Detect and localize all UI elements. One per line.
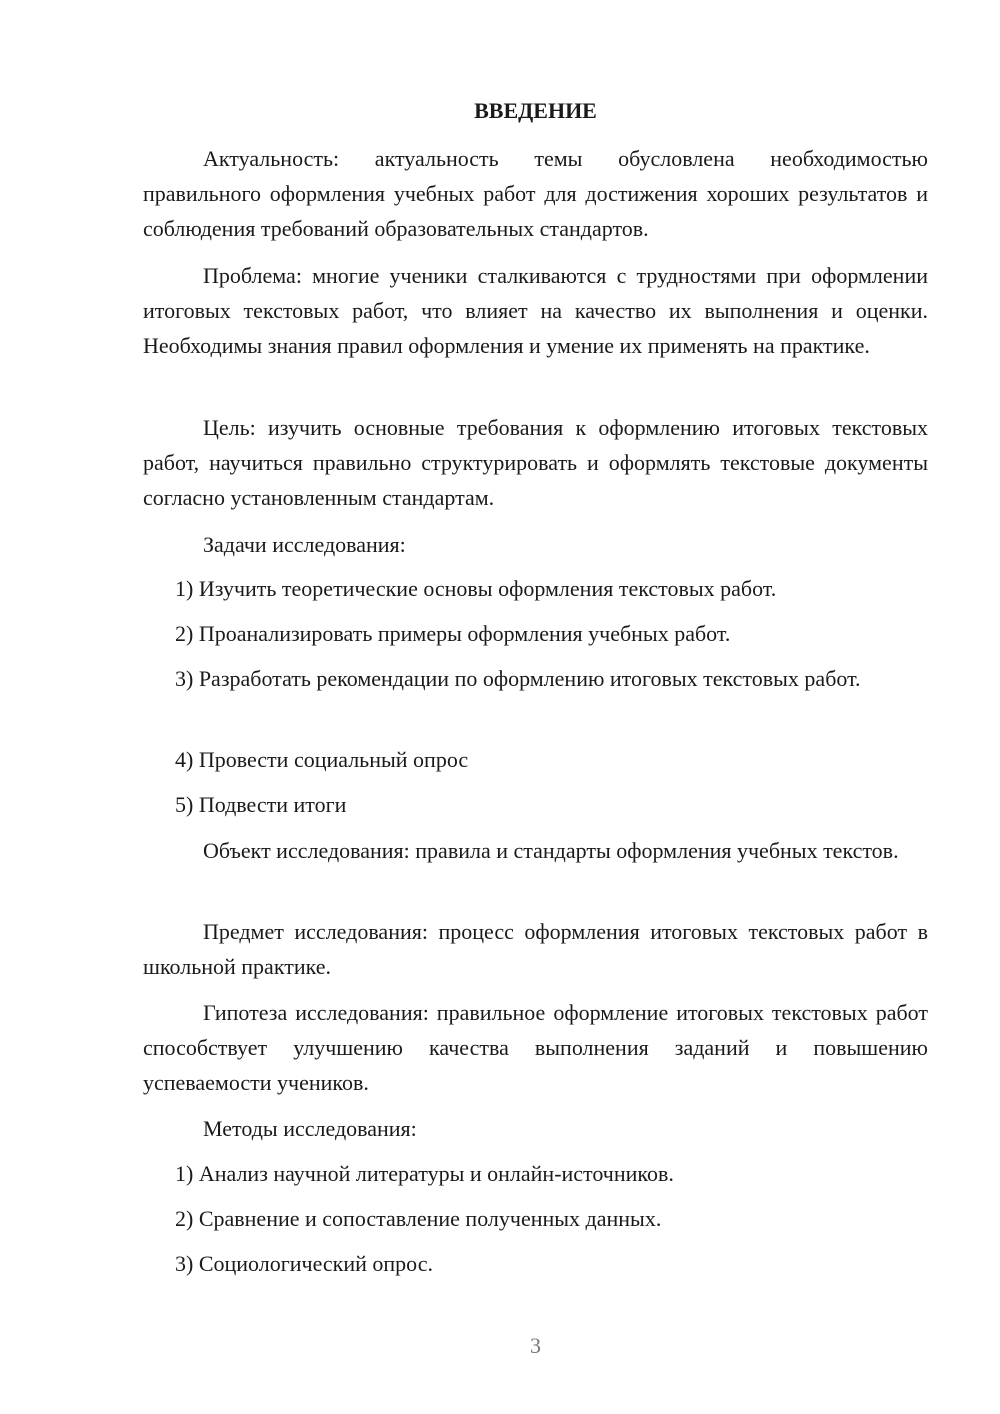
task-item: 2) Проанализировать примеры оформления учебных работ. xyxy=(175,621,731,646)
task-item: 1) Изучить теоретические основы оформления текстовых работ. xyxy=(175,576,777,601)
object-paragraph: Объект исследования: правила и стандарты оформления учебных текстов. xyxy=(203,838,899,863)
task-item: 3) Разработать рекомендации по оформлению итоговых текстовых работ. xyxy=(175,666,861,691)
method-item: 3) Социологический опрос. xyxy=(175,1251,433,1276)
tasks-heading: Задачи исследования: xyxy=(203,532,406,557)
document-page xyxy=(143,0,928,1414)
hypothesis-paragraph: Гипотеза исследования: правильное оформление итоговых текстовых работ способствует улучшению качества выполнения заданий и повышению успеваемости учеников. xyxy=(143,1000,928,1095)
page-number: 3 xyxy=(530,1333,541,1358)
method-item: 1) Анализ научной литературы и онлайн-источников. xyxy=(175,1161,674,1186)
task-item: 5) Подвести итоги xyxy=(175,792,347,817)
task-item: 4) Провести социальный опрос xyxy=(175,747,469,772)
subject-paragraph: Предмет исследования: процесс оформления итоговых текстовых работ в школьной практике. xyxy=(143,919,928,979)
relevance-paragraph: Актуальность: актуальность темы обусловлена необходимостью правильного оформления учебных работ для достижения хороших результатов и соблюдения требований образовательных стандартов. xyxy=(143,146,928,241)
methods-heading: Методы исследования: xyxy=(203,1116,417,1141)
method-item: 2) Сравнение и сопоставление полученных данных. xyxy=(175,1206,662,1231)
problem-paragraph: Проблема: многие ученики сталкиваются с трудностями при оформлении итоговых текстовых работ, что влияет на качество их выполнения и оценки. Необходимы знания правил оформления и умение их применять на практике. xyxy=(143,263,928,358)
goal-paragraph: Цель: изучить основные требования к оформлению итоговых текстовых работ, научиться правильно структурировать и оформлять текстовые документы согласно установленным стандартам. xyxy=(143,415,928,510)
section-title: ВВЕДЕНИЕ xyxy=(474,98,597,123)
